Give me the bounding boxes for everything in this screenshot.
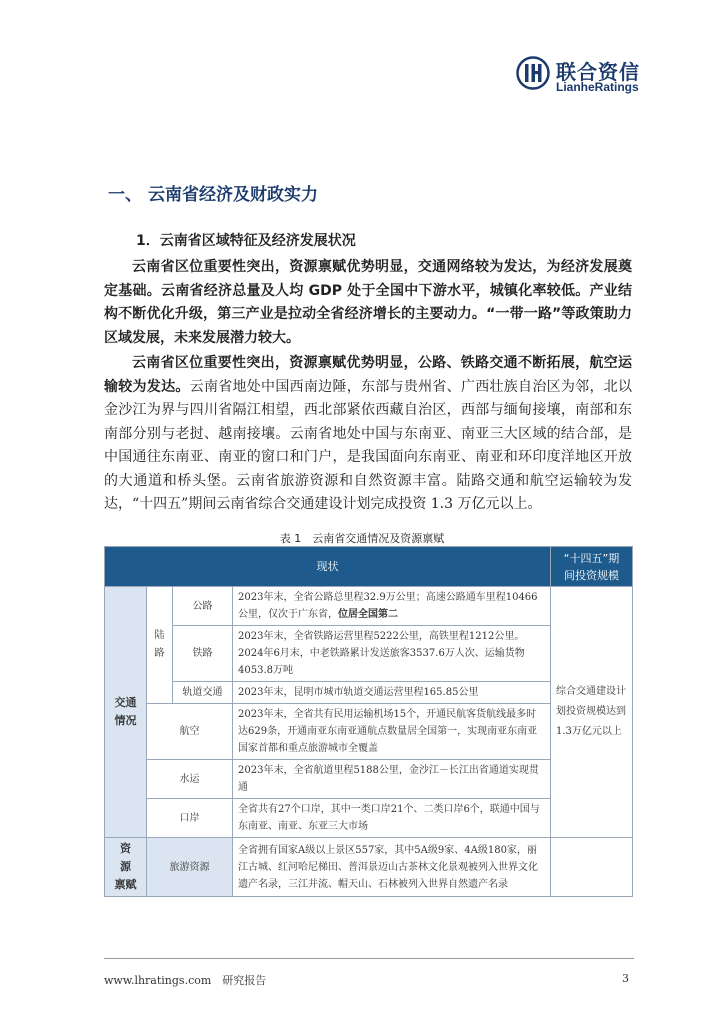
road-text — [233, 587, 551, 626]
rail-label: 铁路 — [173, 626, 233, 682]
tourism-text: 全省拥有国家A级以上景区557家，其中5A级9家、4A级180家，丽江古城、红河哈尼梯田、普洱景迈山古茶林文化景观被列入世界文化遗产名录，三江并流、帽天山、石林被列入世界自然遗产名录 — [233, 838, 551, 897]
group-land-line1: 陆 — [154, 630, 165, 641]
water-text: 2023年末，全省航道里程5188公里，金沙江－长江出省通道实现贯通 — [233, 760, 551, 799]
road-label: 公路 — [173, 587, 233, 626]
water-label: 水运 — [147, 760, 233, 799]
paragraph-summary-text: 云南省区位重要性突出，资源禀赋优势明显，交通网络较为发达，为经济发展奠定基础。云南省经济总量及人均 GDP 处于全国中下游水平，城镇化率较低。产业结构不断优化升级，第三产业是拉动全省经济增长的主要动力。“一带一路”等政策助力区域发展，未来发展潜力较大。 — [104, 259, 632, 346]
footer-site: www.lhratings.com 研究报告 — [104, 974, 267, 987]
road-text-body: 2023年末，全省公路总里程32.9万公里；高速公路通车里程10466公里，仅次于广东省， — [238, 592, 538, 620]
paragraph-location-body: 云南省地处中国西南边陲，东部与贵州省、广西壮族自治区为邻，北以金沙江为界与四川省隔江相望，西北部紧依西藏自治区，西部与缅甸接壤，南部和东南部分别与老挝、越南接壤。云南省地处中国与东南亚、南亚三大区域的结合部，是中国通往东南亚、南亚的窗口和门户，是我国面向东南亚、南亚和环印度洋地区开放的大通道和桥头堡。云南省旅游资源和自然资源丰富。陆路交通和航空运输较为发达，“十四五”期间云南省综合交通建设计划完成投资 1.3 万亿元以上。 — [104, 378, 633, 512]
air-label: 航空 — [147, 704, 233, 760]
header-invest-line1: “十四五”期 — [563, 551, 620, 565]
metro-text: 2023年末，昆明市城市轨道交通运营里程165.85公里 — [233, 682, 551, 704]
air-text: 2023年末，全省共有民用运输机场15个，开通民航客货航线最多时达629条，开通南亚东南亚通航点数量居全国第一，实现南亚东南亚国家首都和重点旅游城市全覆盖 — [233, 704, 551, 760]
tourism-label: 旅游资源 — [147, 838, 233, 897]
table-header-row — [105, 547, 633, 587]
port-label: 口岸 — [147, 799, 233, 838]
page-number: 3 — [622, 972, 629, 985]
header-invest-line2: 间投资规模 — [564, 568, 619, 582]
invest-text: 综合交通建设计划投资规模达到1.3万亿元以上 — [551, 587, 633, 838]
paragraph-location-lead: 云南省区位重要性突出，资源禀赋优势明显，公路、铁路交通不断拓展，航空运输较为发达。 — [104, 355, 632, 395]
footer-divider — [104, 958, 634, 959]
paragraph-location — [104, 352, 632, 517]
road-text-highlight: 位居全国第二 — [338, 609, 398, 620]
group-resources — [105, 838, 147, 897]
table-caption: 表 1 云南省交通情况及资源禀赋 — [279, 532, 445, 545]
table-row-road — [105, 587, 633, 626]
paragraph-summary — [104, 256, 632, 350]
section-title: 云南省经济及财政实力 — [148, 185, 318, 205]
group-traffic — [105, 587, 147, 838]
group-resources-line1: 资 源 — [120, 842, 142, 873]
table-row-tourism — [105, 838, 633, 897]
header-status: 现状 — [105, 547, 551, 587]
header-invest — [551, 547, 633, 587]
group-land-line2: 路 — [154, 648, 165, 659]
transport-resource-table — [104, 546, 633, 897]
metro-label: 轨道交通 — [173, 682, 233, 704]
rail-text: 2023年末，全省铁路运营里程5222公里，高铁里程1212公里。2024年6月末，中老铁路累计发送旅客3537.6万人次、运输货物4053.8万吨 — [233, 626, 551, 682]
port-text: 全省共有27个口岸，其中一类口岸21个、二类口岸6个，联通中国与东南亚、南亚、东亚三大市场 — [233, 799, 551, 838]
tourism-invest-empty — [551, 838, 633, 897]
lianhe-logo — [516, 56, 676, 96]
logo-english: LianheRatings — [556, 80, 639, 94]
logo-chinese: 联合资信 — [556, 60, 640, 84]
group-traffic-line1: 交通 — [114, 696, 137, 709]
section-number: 一、 — [108, 185, 142, 205]
group-resources-line2: 禀赋 — [114, 878, 137, 891]
section-heading — [108, 180, 318, 205]
group-land — [147, 587, 173, 704]
group-traffic-line2: 情况 — [114, 714, 137, 727]
subsection-heading: 1．云南省区域特征及经济发展状况 — [136, 233, 356, 249]
lianhe-logo-icon — [516, 56, 550, 90]
